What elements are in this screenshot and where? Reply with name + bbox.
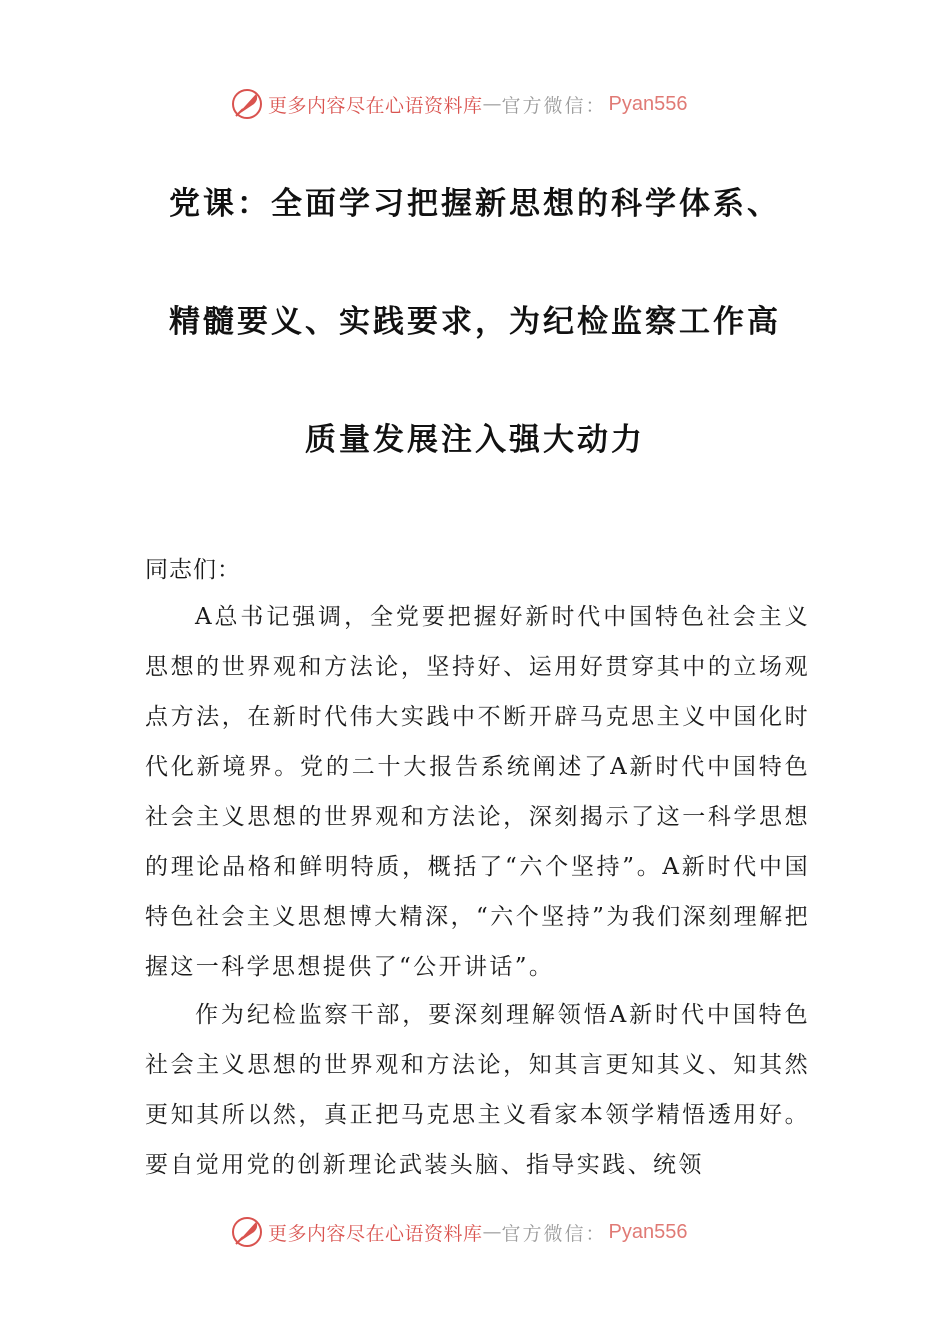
watermark-header	[230, 84, 688, 124]
watermark-dash: —	[482, 1221, 502, 1243]
quill-logo-icon	[230, 87, 264, 121]
watermark-label: 官方微信：	[501, 1222, 607, 1245]
greeting: 同志们：	[145, 557, 241, 583]
watermark-dash: —	[482, 93, 502, 115]
document-title-line-1: 党课：全面学习把握新思想的科学体系、	[169, 186, 781, 222]
paragraph-2: 作为纪检监察干部，要深刻理解领悟A新时代中国特色社会主义思想的世界观和方法论，知其言更知其义、知其然更知其所以然，真正把马克思主义看家本领学精悟透用好。要自觉用党的创新理论武装头脑、指导实践、统领	[145, 1002, 810, 1178]
quill-logo-icon	[230, 1215, 264, 1249]
watermark-site-text: 更多内容尽在心语资料库	[268, 1222, 483, 1245]
watermark-wechat-id: Pyan556	[608, 92, 688, 115]
document-title-line-3: 质量发展注入强大动力	[305, 422, 645, 458]
paragraph-1: A总书记强调，全党要把握好新时代中国特色社会主义思想的世界观和方法论，坚持好、运用好贯穿其中的立场观点方法，在新时代伟大实践中不断开辟马克思主义中国化时代化新境界。党的二十大报告系统阐述了A新时代中国特色社会主义思想的世界观和方法论，深刻揭示了这一科学思想的理论品格和鲜明特质，概括了“六个坚持”。A新时代中国特色社会主义思想博大精深，“六个坚持”为我们深刻理解把握这一科学思想提供了“公开讲话”。	[145, 604, 810, 980]
watermark-footer	[230, 1212, 688, 1252]
watermark-label: 官方微信：	[501, 94, 607, 117]
document-title-line-2: 精髓要义、实践要求，为纪检监察工作高	[169, 304, 781, 340]
watermark-site-text: 更多内容尽在心语资料库	[268, 94, 483, 117]
watermark-wechat-id: Pyan556	[608, 1220, 688, 1243]
